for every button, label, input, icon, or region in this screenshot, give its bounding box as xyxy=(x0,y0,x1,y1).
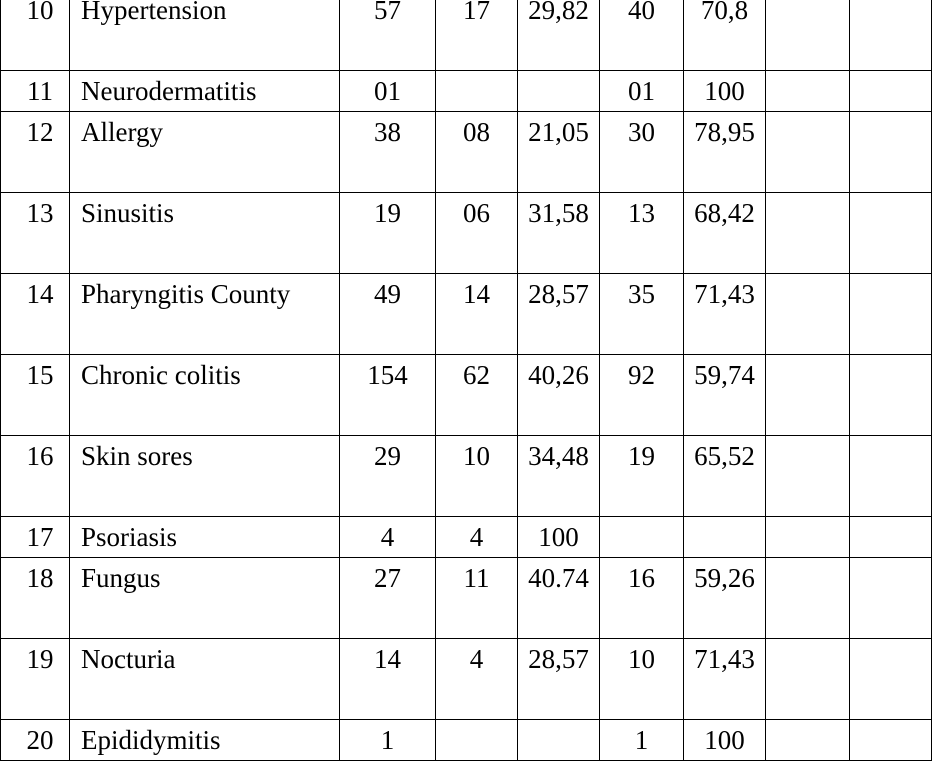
row-number: 12 xyxy=(1,112,70,193)
group-a-count: 4 xyxy=(436,517,518,558)
group-b-percent: 59,74 xyxy=(684,355,766,436)
extra-column-2 xyxy=(850,720,932,761)
extra-column-1 xyxy=(766,112,850,193)
extra-column-1 xyxy=(766,558,850,639)
group-a-count: 08 xyxy=(436,112,518,193)
group-a-percent xyxy=(518,720,600,761)
group-a-percent: 28,57 xyxy=(518,639,600,720)
group-b-count: 19 xyxy=(600,436,684,517)
total-cases: 57 xyxy=(340,0,436,71)
disease-name: Skin sores xyxy=(70,436,340,517)
extra-column-2 xyxy=(850,639,932,720)
group-a-count: 4 xyxy=(436,639,518,720)
group-a-count: 17 xyxy=(436,0,518,71)
table-row xyxy=(1,355,932,436)
table-row xyxy=(1,193,932,274)
group-a-count xyxy=(436,720,518,761)
group-b-count: 13 xyxy=(600,193,684,274)
group-b-percent: 70,8 xyxy=(684,0,766,71)
disease-name: Sinusitis xyxy=(70,193,340,274)
extra-column-1 xyxy=(766,517,850,558)
disease-name: Epididymitis xyxy=(70,720,340,761)
group-b-count: 10 xyxy=(600,639,684,720)
group-b-percent: 71,43 xyxy=(684,274,766,355)
disease-name: Hypertension xyxy=(70,0,340,71)
extra-column-1 xyxy=(766,639,850,720)
extra-column-1 xyxy=(766,71,850,112)
group-b-count: 16 xyxy=(600,558,684,639)
table-row xyxy=(1,71,932,112)
disease-name: Pharyngitis County xyxy=(70,274,340,355)
row-number: 15 xyxy=(1,355,70,436)
group-a-percent xyxy=(518,71,600,112)
table-row xyxy=(1,112,932,193)
extra-column-2 xyxy=(850,193,932,274)
disease-name: Chronic colitis xyxy=(70,355,340,436)
disease-name: Nocturia xyxy=(70,639,340,720)
row-number: 18 xyxy=(1,558,70,639)
group-a-percent: 29,82 xyxy=(518,0,600,71)
total-cases: 01 xyxy=(340,71,436,112)
table-row xyxy=(1,274,932,355)
group-a-count: 62 xyxy=(436,355,518,436)
disease-name: Allergy xyxy=(70,112,340,193)
extra-column-1 xyxy=(766,355,850,436)
group-b-count: 92 xyxy=(600,355,684,436)
group-a-count: 06 xyxy=(436,193,518,274)
group-b-percent: 100 xyxy=(684,71,766,112)
table-row xyxy=(1,639,932,720)
row-number: 10 xyxy=(1,0,70,71)
total-cases: 19 xyxy=(340,193,436,274)
table-row xyxy=(1,0,932,71)
row-number: 13 xyxy=(1,193,70,274)
extra-column-2 xyxy=(850,355,932,436)
total-cases: 38 xyxy=(340,112,436,193)
group-b-count: 30 xyxy=(600,112,684,193)
row-number: 14 xyxy=(1,274,70,355)
extra-column-2 xyxy=(850,112,932,193)
extra-column-2 xyxy=(850,517,932,558)
group-a-percent: 40.74 xyxy=(518,558,600,639)
total-cases: 1 xyxy=(340,720,436,761)
row-number: 19 xyxy=(1,639,70,720)
group-b-percent: 100 xyxy=(684,720,766,761)
extra-column-1 xyxy=(766,193,850,274)
extra-column-2 xyxy=(850,71,932,112)
group-b-percent: 65,52 xyxy=(684,436,766,517)
group-b-percent: 78,95 xyxy=(684,112,766,193)
row-number: 17 xyxy=(1,517,70,558)
extra-column-2 xyxy=(850,436,932,517)
group-a-count: 11 xyxy=(436,558,518,639)
group-a-percent: 100 xyxy=(518,517,600,558)
row-number: 16 xyxy=(1,436,70,517)
total-cases: 29 xyxy=(340,436,436,517)
extra-column-1 xyxy=(766,436,850,517)
group-b-count: 01 xyxy=(600,71,684,112)
extra-column-2 xyxy=(850,0,932,71)
group-a-count: 14 xyxy=(436,274,518,355)
extra-column-2 xyxy=(850,274,932,355)
extra-column-1 xyxy=(766,274,850,355)
group-b-count: 1 xyxy=(600,720,684,761)
table-body xyxy=(1,0,932,761)
total-cases: 154 xyxy=(340,355,436,436)
extra-column-1 xyxy=(766,0,850,71)
group-a-percent: 40,26 xyxy=(518,355,600,436)
total-cases: 49 xyxy=(340,274,436,355)
total-cases: 27 xyxy=(340,558,436,639)
group-b-percent xyxy=(684,517,766,558)
group-a-count xyxy=(436,71,518,112)
row-number: 20 xyxy=(1,720,70,761)
group-b-count: 40 xyxy=(600,0,684,71)
group-a-percent: 34,48 xyxy=(518,436,600,517)
extra-column-2 xyxy=(850,558,932,639)
disease-name: Fungus xyxy=(70,558,340,639)
disease-name: Neurodermatitis xyxy=(70,71,340,112)
group-b-percent: 68,42 xyxy=(684,193,766,274)
group-a-percent: 28,57 xyxy=(518,274,600,355)
table-row xyxy=(1,436,932,517)
total-cases: 4 xyxy=(340,517,436,558)
table-row xyxy=(1,558,932,639)
group-b-count: 35 xyxy=(600,274,684,355)
group-b-percent: 71,43 xyxy=(684,639,766,720)
total-cases: 14 xyxy=(340,639,436,720)
table-row xyxy=(1,720,932,761)
group-b-percent: 59,26 xyxy=(684,558,766,639)
disease-name: Psoriasis xyxy=(70,517,340,558)
group-a-count: 10 xyxy=(436,436,518,517)
extra-column-1 xyxy=(766,720,850,761)
group-a-percent: 21,05 xyxy=(518,112,600,193)
table-row xyxy=(1,517,932,558)
group-a-percent: 31,58 xyxy=(518,193,600,274)
row-number: 11 xyxy=(1,71,70,112)
group-b-count xyxy=(600,517,684,558)
